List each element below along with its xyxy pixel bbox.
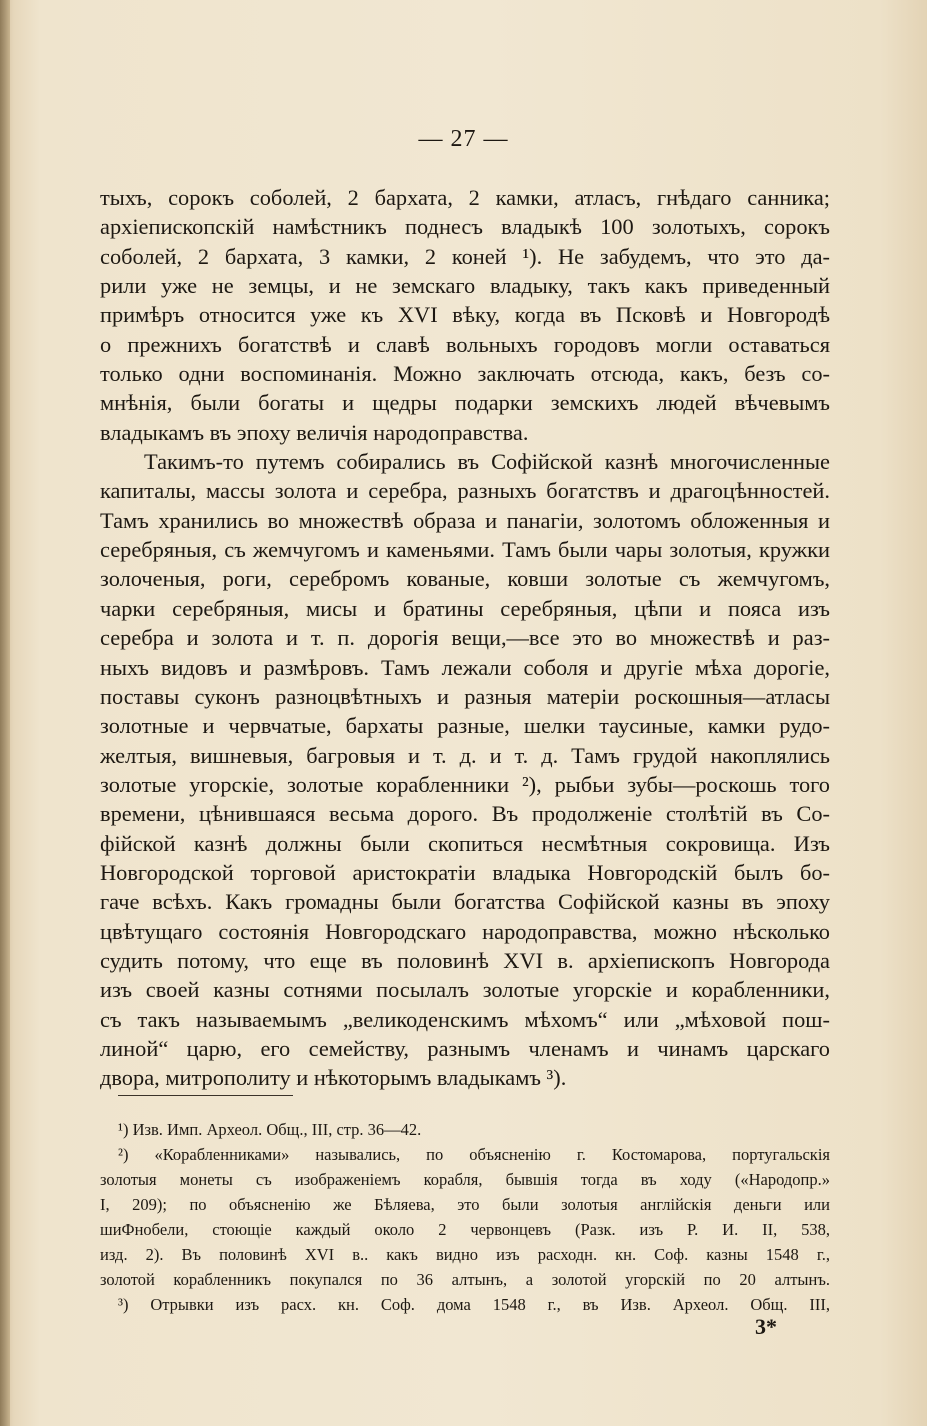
- text-line: золоченыя, роги, серебромъ кованые, ковши золотые съ жемчугомъ,: [100, 566, 830, 592]
- text-line: изъ своей казны сотнями посылалъ золотые угорскіе и корабленники,: [100, 977, 830, 1003]
- text-line: двора, митрополиту и нѣкоторымъ владыкамъ ³).: [100, 1065, 567, 1091]
- text-line: рили уже не земцы, и не земскаго владыку, такъ какъ приведенный: [100, 273, 830, 299]
- text-line: времени, цѣнившаяся весьма дорого. Въ продолженіе столѣтій въ Со-: [100, 801, 830, 827]
- text-line: чарки серебряныя, мисы и братины серебряныя, цѣпи и пояса изъ: [100, 595, 830, 621]
- text-line: ныхъ видовъ и размѣровъ. Тамъ лежали соболя и другіе мѣха дорогіе,: [100, 654, 830, 680]
- main-text: [100, 183, 830, 1093]
- signature-mark: 3*: [755, 1314, 777, 1339]
- text-line: линой“ царю, его семейству, разнымъ членамъ и чинамъ царскаго: [100, 1035, 830, 1061]
- footnote-line: шиФнобели, стоющіе каждый около 2 червонцевъ (Разк. изъ Р. И. II, 538,: [100, 1220, 830, 1239]
- text-line: Тамъ хранились во множествѣ образа и панагіи, золотомъ обложенныя и: [100, 507, 830, 533]
- text-line: Такимъ-то путемъ собирались въ Софійской казнѣ многочисленные: [144, 449, 830, 475]
- text-line: съ такъ называемымъ „великоденскимъ мѣхомъ“ или „мѣховой пош-: [100, 1006, 830, 1032]
- text-line: архіепископскій намѣстникъ поднесъ владыкѣ 100 золотыхъ, сорокъ: [100, 214, 830, 240]
- text-line: Новгородской торговой аристократіи владыка Новгородскій былъ бо-: [100, 859, 830, 885]
- text-line: фійской казнѣ должны были скопиться несмѣтныя сокровища. Изъ: [100, 830, 830, 856]
- page-gutter: [0, 0, 10, 1426]
- text-line: мнѣнія, были богаты и щедры подарки земскихъ людей вѣчевымъ: [100, 390, 830, 416]
- text-line: серебра и золота и т. п. дорогія вещи,—все это во множествѣ и раз-: [100, 625, 830, 651]
- text-line: цвѣтущаго состоянія Новгородскаго народоправства, можно нѣсколько: [100, 918, 830, 944]
- footnote-divider: [118, 1095, 293, 1096]
- footnote-line: ¹) Изв. Имп. Археол. Общ., III, стр. 36—42.: [118, 1120, 422, 1139]
- footnotes: [100, 1117, 830, 1317]
- text-line: поставы суконъ разноцвѣтныхъ и разныя матеріи роскошныя—атласы: [100, 683, 830, 709]
- text-line: примѣръ относится уже къ XVI вѣку, когда въ Псковѣ и Новгородѣ: [100, 302, 830, 328]
- text-line: золотные и червчатые, бархаты разные, шелки таусиные, камки рудо-: [100, 713, 830, 739]
- text-line: капиталы, массы золота и серебра, разныхъ богатствъ и драгоцѣнностей.: [100, 478, 830, 504]
- footnote-line: изд. 2). Въ половинѣ XVI в.. какъ видно изъ расходн. кн. Соф. казны 1548 г.,: [100, 1245, 830, 1264]
- footnote-line: золотыя монеты съ изображеніемъ корабля, бывшія тогда въ ходу («Народопр.»: [100, 1170, 830, 1189]
- text-line: соболей, 2 бархата, 3 камки, 2 коней ¹). Не забудемъ, что это да-: [100, 243, 830, 269]
- text-line: гаче всѣхъ. Какъ громадны были богатства Софійской казны въ эпоху: [100, 889, 830, 915]
- text-line: владыкамъ въ эпоху величія народоправства.: [100, 419, 529, 445]
- text-line: желтыя, вишневыя, багровыя и т. д. и т. д. Тамъ грудой накоплялись: [100, 742, 830, 768]
- page-number: — 27 —: [418, 126, 509, 152]
- footnote-line: ²) «Корабленниками» назывались, по объясненію г. Костомарова, португальскія: [118, 1145, 830, 1164]
- text-line: о прежнихъ богатствѣ и славѣ вольныхъ городовъ могли оставаться: [100, 331, 830, 357]
- footnote-line: ³) Отрывки изъ расх. кн. Соф. дома 1548 г., въ Изв. Археол. Общ. III,: [118, 1295, 830, 1314]
- footnote-line: золотой корабленникъ покупался по 36 алтынъ, а золотой угорскій по 20 алтынъ.: [100, 1270, 830, 1289]
- text-line: тыхъ, сорокъ соболей, 2 бархата, 2 камки, атласъ, гнѣдаго санника;: [100, 185, 830, 210]
- text-line: только одни воспоминанія. Можно заключать отсюда, какъ, безъ со-: [100, 361, 830, 387]
- text-line: серебряныя, съ жемчугомъ и каменьями. Тамъ были чары золотыя, кружки: [100, 537, 830, 563]
- footnote-line: I, 209); по объясненію же Бѣляева, это были золотыя англійскія деньги или: [100, 1195, 830, 1214]
- text-line: золотые угорскіе, золотые корабленники ²), рыбьи зубы—роскошь того: [100, 771, 830, 797]
- text-line: судить потому, что еще въ половинѣ XVI в. архіепископъ Новгорода: [100, 947, 830, 973]
